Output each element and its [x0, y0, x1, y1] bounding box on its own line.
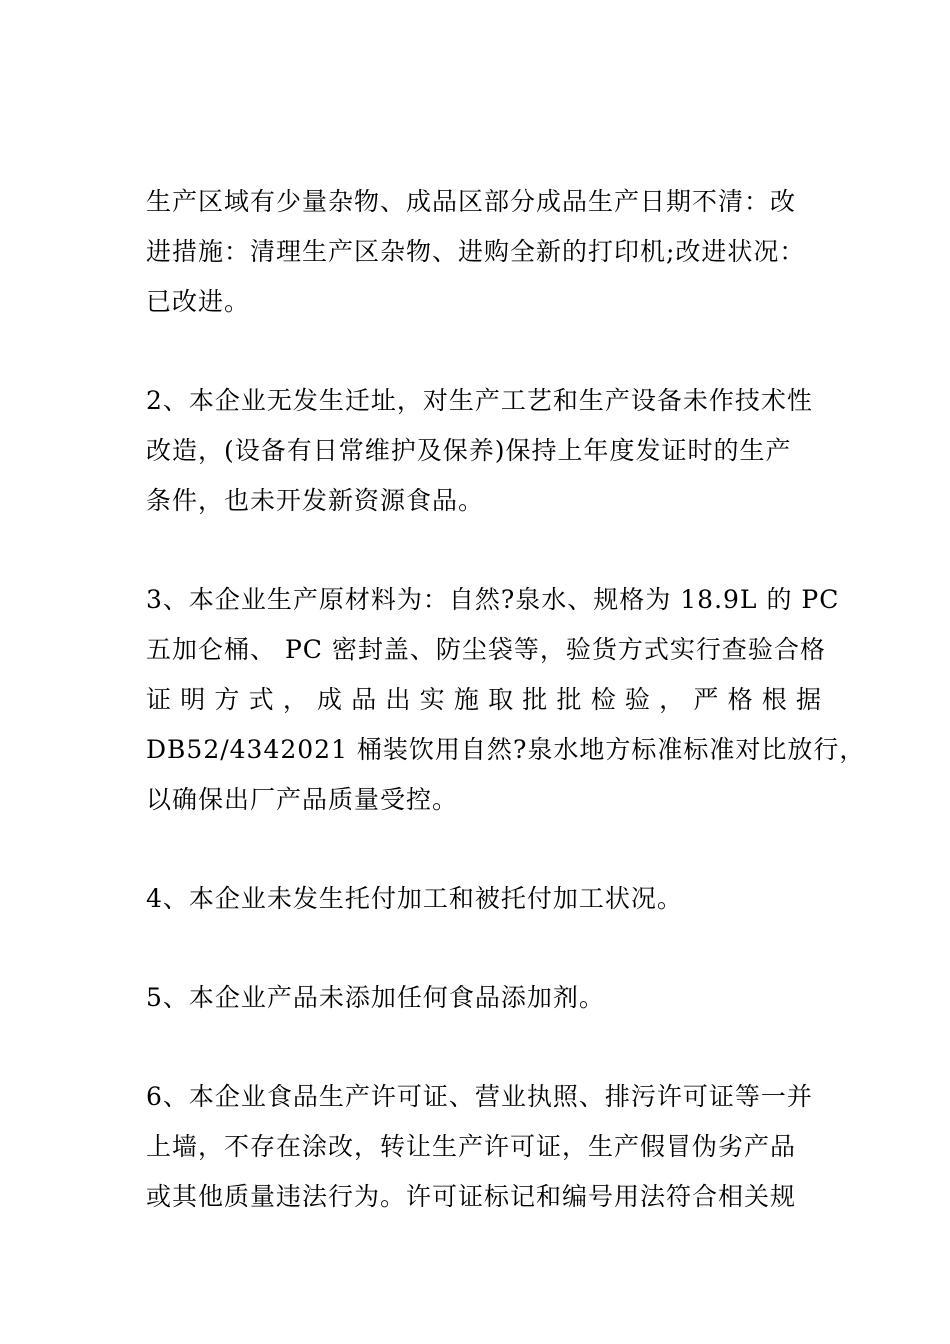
paragraph-3-line-5: 以确保出厂产品质量受控。 — [146, 785, 459, 814]
paragraph-1-line-3: 已改进。 — [146, 287, 251, 316]
paragraph-6-line-1: 6、本企业食品生产许可证、营业执照、排污许可证等一并 — [146, 1082, 813, 1111]
paragraph-1-line-1: 生产区域有少量杂物、成品区部分成品生产日期不清：改 — [146, 187, 797, 216]
paragraph-3-line-3: 证明方式，成品出实施取批批检验，严格根据 — [146, 685, 821, 714]
paragraph-4-line-1: 4、本企业未发生托付加工和被托付加工状况。 — [146, 884, 683, 913]
paragraph-1-line-2: 进措施：清理生产区杂物、进购全新的打印机;改进状况： — [146, 237, 806, 266]
paragraph-3-line-1: 3、本企业生产原材料为：自然?泉水、规格为 18.9L 的 PC — [146, 585, 840, 614]
paragraph-3-line-4: DB52/4342021 桶装饮用自然?泉水地方标准标准对比放行， — [146, 735, 866, 764]
paragraph-6-line-2: 上墙，不存在涂改，转让生产许可证，生产假冒伪劣产品 — [146, 1132, 797, 1161]
paragraph-5-line-1: 5、本企业产品未添加任何食品添加剂。 — [146, 983, 605, 1012]
paragraph-3-line-2: 五加仑桶、 PC 密封盖、防尘袋等，验货方式实行查验合格 — [146, 635, 826, 664]
paragraph-2-line-2: 改造，(设备有日常维护及保养)保持上年度发证时的生产 — [146, 436, 792, 465]
paragraph-6-line-3: 或其他质量违法行为。许可证标记和编号用法符合相关规 — [146, 1182, 797, 1211]
paragraph-2-line-3: 条件，也未开发新资源食品。 — [146, 486, 485, 515]
paragraph-2-line-1: 2、本企业无发生迁址，对生产工艺和生产设备未作技术性 — [146, 386, 813, 415]
